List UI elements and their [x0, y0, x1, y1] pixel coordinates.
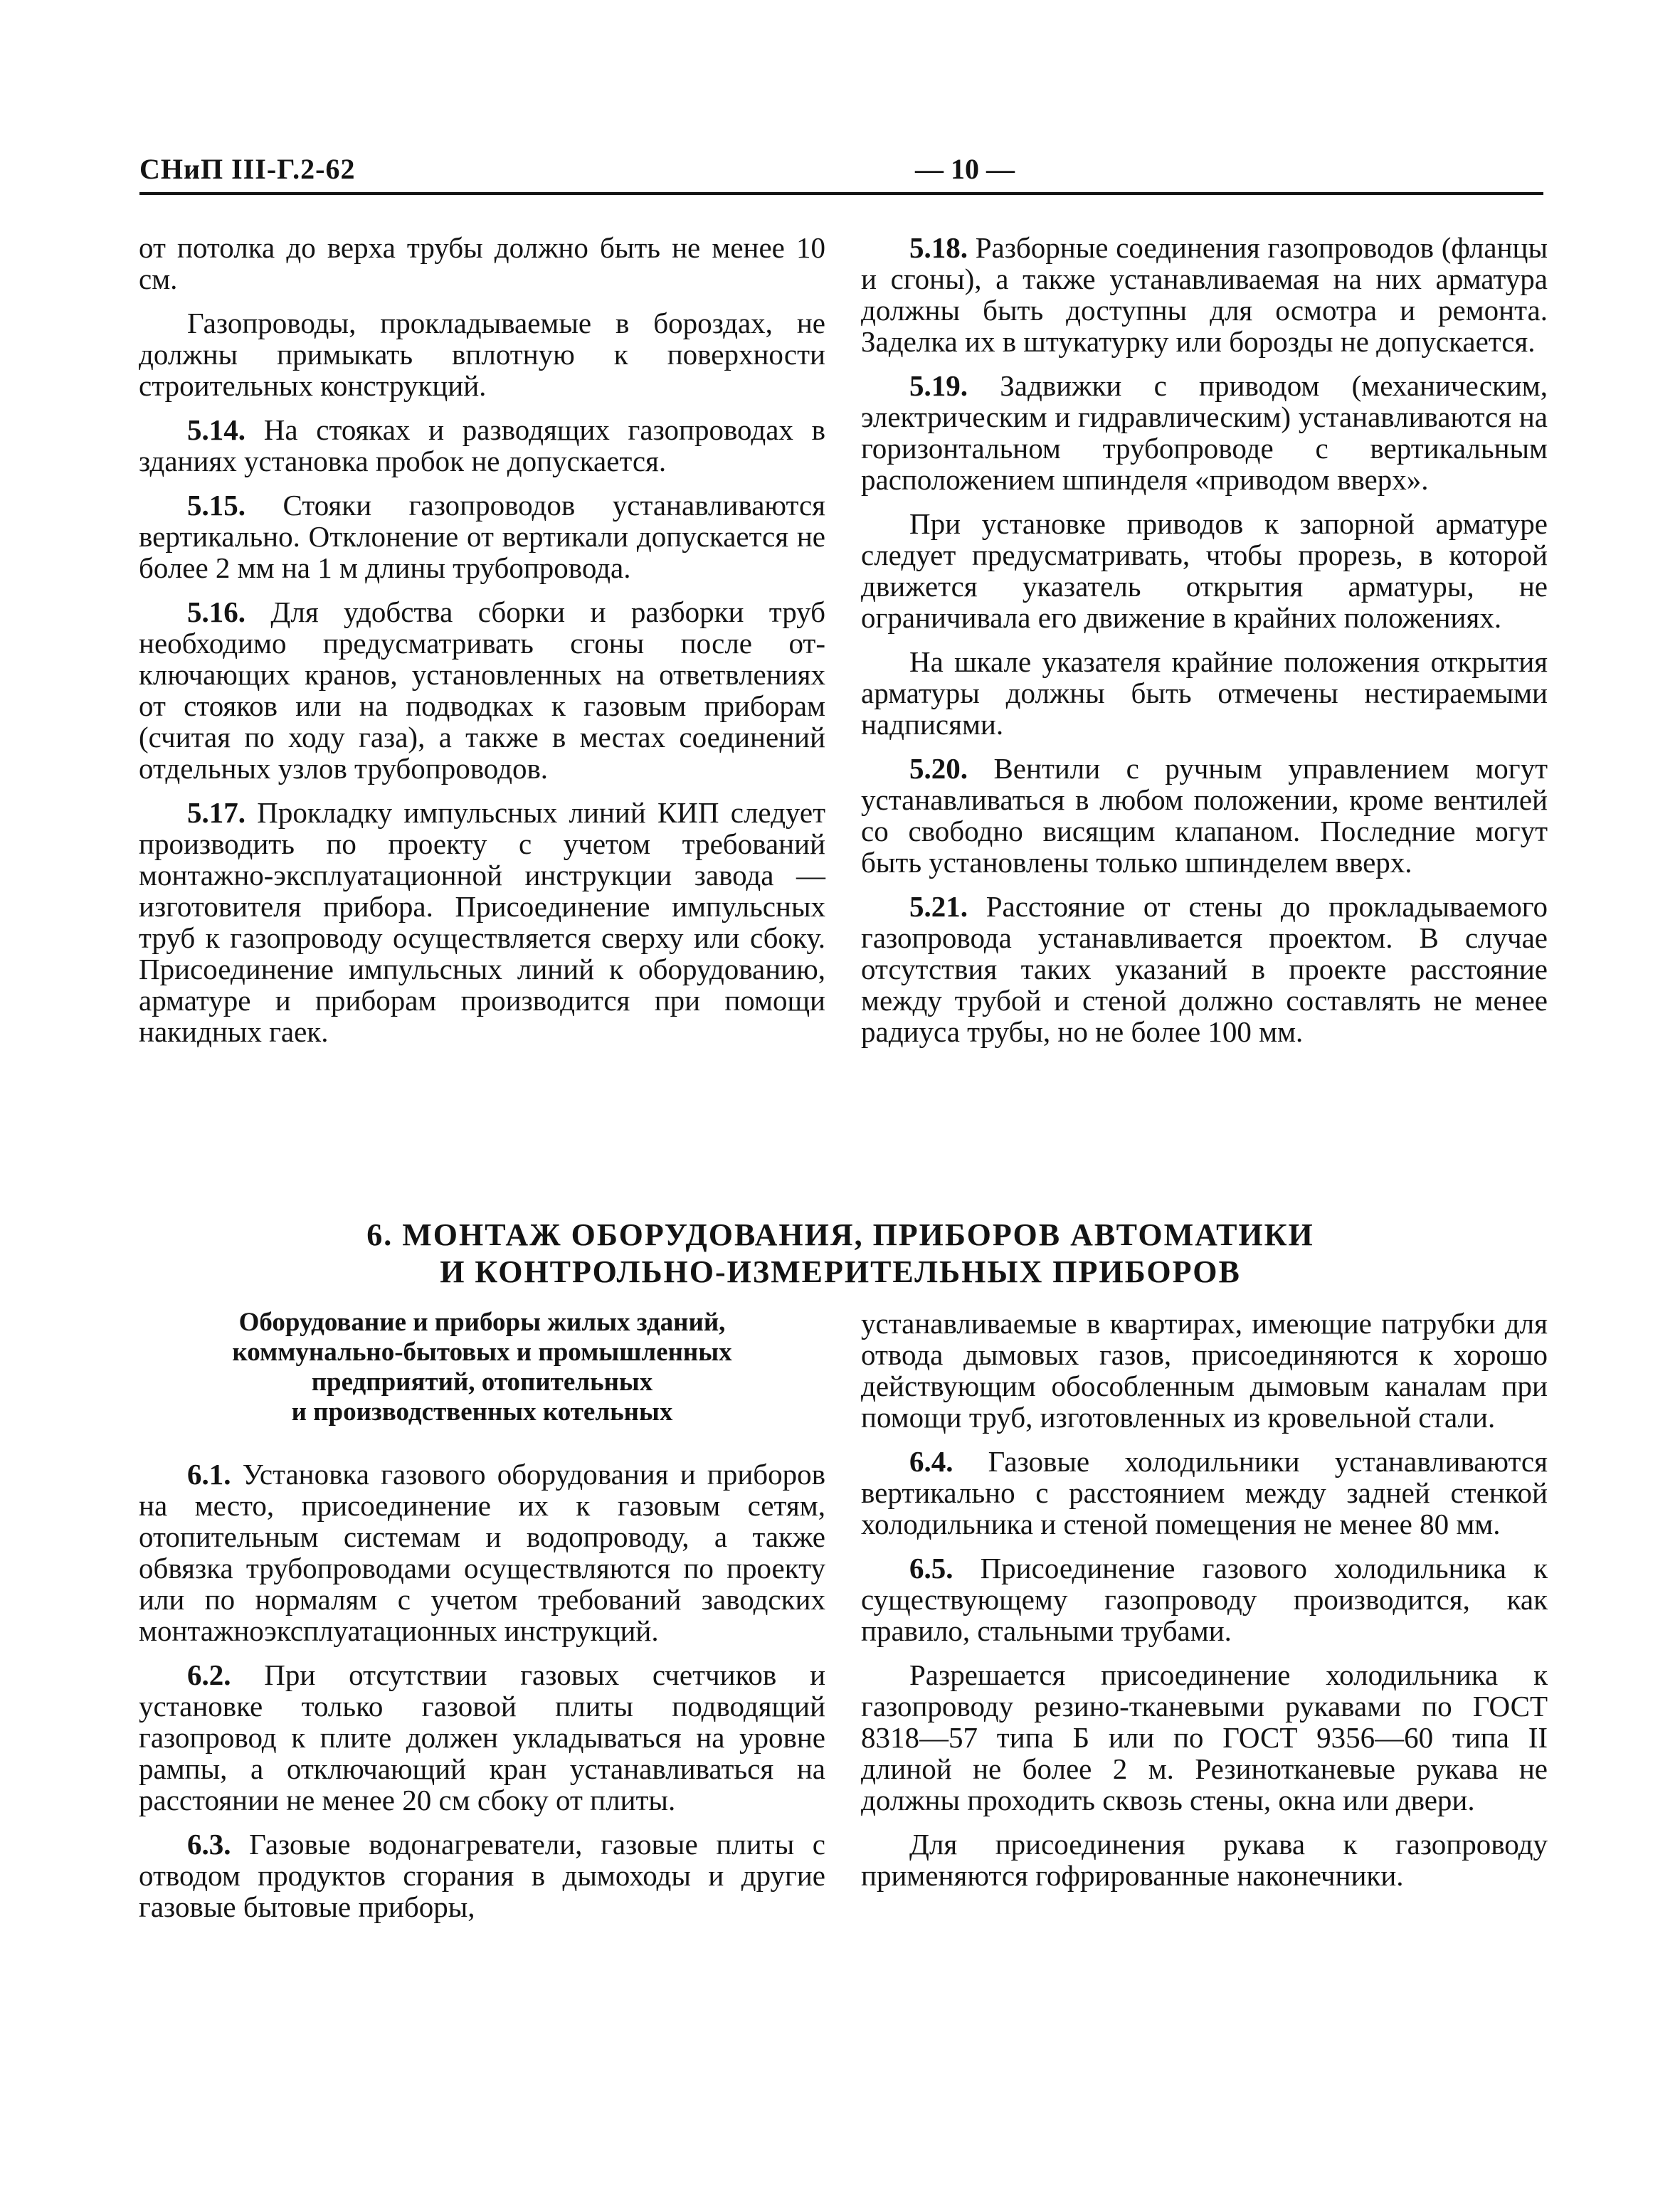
paragraph — [861, 508, 1548, 633]
column-bottom-left-body — [139, 1459, 825, 1922]
clause-number: 6.5. — [909, 1552, 953, 1584]
paragraph-text: Разборные соединения газопроводов (фланцы и сгоны), а также устанавливаемая на них арматура должны быть доступны для осмотра и ремонта. Заделка их в штукатурку или борозды не допускается. — [861, 231, 1548, 358]
clause-number: 5.14. — [187, 413, 245, 446]
column-bottom-left — [139, 1308, 825, 1935]
paragraph — [861, 1552, 1548, 1646]
paragraph — [139, 596, 825, 784]
clause-number: 6.2. — [187, 1658, 231, 1691]
paragraph — [861, 232, 1548, 357]
paragraph-text: Для присоединения рукава к газопроводу применяются гофрированные наконечники. — [861, 1828, 1548, 1892]
paragraph-text: Присоединение газового холодильника к существующему газопроводу производится, как правило, стальными трубами. — [861, 1552, 1548, 1647]
paragraph — [139, 1659, 825, 1816]
paragraph — [139, 307, 825, 401]
paragraph-text: На стояках и разводящих газопроводах в зданиях установка пробок не допускается. — [139, 413, 825, 477]
subsection-title-line: предприятий, отопительных — [311, 1367, 653, 1397]
clause-number: 5.17. — [187, 796, 245, 829]
clause-number: 5.16. — [187, 596, 245, 628]
clause-number: 6.1. — [187, 1458, 231, 1491]
paragraph — [861, 1659, 1548, 1816]
paragraph-text: Задвижки с приводом (механическим, электрическим и гидравлическим) устанавливаются на горизонтальном трубопроводе с вертикальным расположением шпинделя «приводом вверх». — [861, 369, 1548, 496]
section-title-line-2: И КОНТРОЛЬНО-ИЗМЕРИТЕЛЬНЫХ ПРИБОРОВ — [440, 1254, 1241, 1289]
paragraph — [861, 1829, 1548, 1891]
paragraph — [861, 646, 1548, 740]
page-number: — 10 — — [915, 153, 1015, 185]
paragraph-text: Вентили с ручным управлением могут устанавливаться в любом положении, кроме вентилей со свободно висящим клапаном. Последние могут быть установлены только шпинделем вверх. — [861, 752, 1548, 879]
paragraph — [861, 753, 1548, 878]
paragraph — [139, 797, 825, 1047]
paragraph — [861, 370, 1548, 495]
running-header — [139, 152, 1541, 195]
paragraph — [861, 1446, 1548, 1540]
paragraph-text: При отсутствии газовых счетчиков и установке только газовой плиты подводящий газопровод к плите должен укладываться на уровне рампы, а отключающий кран устанавливаться на расстоянии не менее 20 см сбоку от плиты. — [139, 1658, 826, 1816]
paragraph-text: Расстояние от стены до прокладываемого газопровода устанавливается проектом. В случае отсутствия таких указаний в проекте расстояние между трубой и стеной должно составлять не менее радиуса трубы, но не более 100 мм. — [861, 890, 1548, 1048]
section-title-line-1: 6. МОНТАЖ ОБОРУДОВАНИЯ, ПРИБОРОВ АВТОМАТИКИ — [366, 1217, 1314, 1252]
paragraph-text: Газопроводы, прокладываемые в бороздах, не должны примыкать вплотную к поверхности строительных конструкций. — [139, 307, 825, 402]
column-top-right — [861, 232, 1548, 1060]
paragraph — [139, 232, 825, 295]
section-title — [139, 1217, 1541, 1291]
document-code: СНиП III-Г.2-62 — [139, 153, 356, 185]
header-rule — [139, 192, 1543, 195]
clause-number: 5.20. — [909, 752, 968, 785]
paragraph — [139, 1829, 825, 1922]
clause-number: 6.3. — [187, 1828, 231, 1861]
paragraph-text: Установка газового оборудования и приборов на место, присоединение их к газовым сетям, отопительным системам и водопроводу, а также обвязка трубопроводами осуществляются по проекту или по нормалям с учетом требований заводских монтажноэксплуатационных инструкций. — [139, 1458, 825, 1647]
clause-number: 5.15. — [187, 489, 245, 522]
paragraph-text: Газовые водонагреватели, газовые плиты с отводом продуктов сгорания в дымоходы и другие газовые бытовые приборы, — [139, 1828, 825, 1923]
paragraph-text: Разрешается присоединение холодильника к газопроводу резино-тканевыми рукавами по ГОСТ 8318—57 типа Б или по ГОСТ 9356—60 типа II длиной не более 2 м. Резинотканевые рукава не должны проходить сквозь стены, окна или двери. — [861, 1658, 1548, 1816]
paragraph-text: На шкале указателя крайние положения открытия арматуры должны быть отмечены нестираемыми надписями. — [861, 645, 1548, 741]
column-bottom-right — [861, 1308, 1548, 1904]
paragraph-text: Прокладку импульсных линий КИП следует производить по проекту с учетом требований монтажно-эксплуатационной инструкции завода — изготовителя прибора. Присоединение импульсных труб к газопроводу осуществляется сверху или сбоку. Присоединение импульсных линий к оборудованию, арматуре и приборам производится при помощи накидных гаек. — [139, 796, 826, 1048]
paragraph-text: Стояки газопроводов устанавливаются вертикально. Отклонение от вертикали допускается не более 2 мм на 1 м длины трубопровода. — [139, 489, 825, 584]
paragraph-text: от потолка до верха трубы должно быть не менее 10 см. — [139, 231, 825, 295]
column-top-left — [139, 232, 825, 1060]
paragraph-text: Газовые холодильники устанавливаются вертикально с расстоянием между задней стенкой холодильника и стеной помещения не менее 80 мм. — [861, 1445, 1548, 1540]
subsection-title — [139, 1308, 825, 1427]
paragraph — [139, 414, 825, 477]
clause-number: 5.19. — [909, 369, 968, 402]
paragraph-text: При установке приводов к запорной арматуре следует предусматривать, чтобы прорезь, в которой движется указатель открытия арматуры, не ограничивала его движение в крайних положениях. — [861, 507, 1548, 634]
paragraph — [139, 1459, 825, 1646]
subsection-title-line: и производственных котельных — [291, 1397, 673, 1427]
subsection-title-line: коммунально-бытовых и промышленных — [232, 1338, 732, 1367]
clause-number: 5.18. — [909, 231, 968, 264]
clause-number: 6.4. — [909, 1445, 953, 1478]
clause-number: 5.21. — [909, 890, 968, 923]
subsection-title-line: Оборудование и приборы жилых зданий, — [238, 1308, 726, 1337]
paragraph — [139, 490, 825, 583]
paragraph — [861, 891, 1548, 1047]
paragraph-text: Для удобства сборки и разборки труб необходимо предусматривать сгоны после отключающих кранов, установленных на ответвлениях от стояков или на подводках к газовым приборам (считая по ходу газа), а также в местах соединений отдельных узлов трубопроводов. — [139, 596, 826, 785]
paragraph-text: устанавливаемые в квартирах, имеющие патрубки для отвода дымовых газов, присоединяются к хорошо действующим обособленным дымовым каналам при помощи труб, изготовленных из кровельной стали. — [861, 1307, 1548, 1434]
paragraph — [861, 1308, 1548, 1433]
